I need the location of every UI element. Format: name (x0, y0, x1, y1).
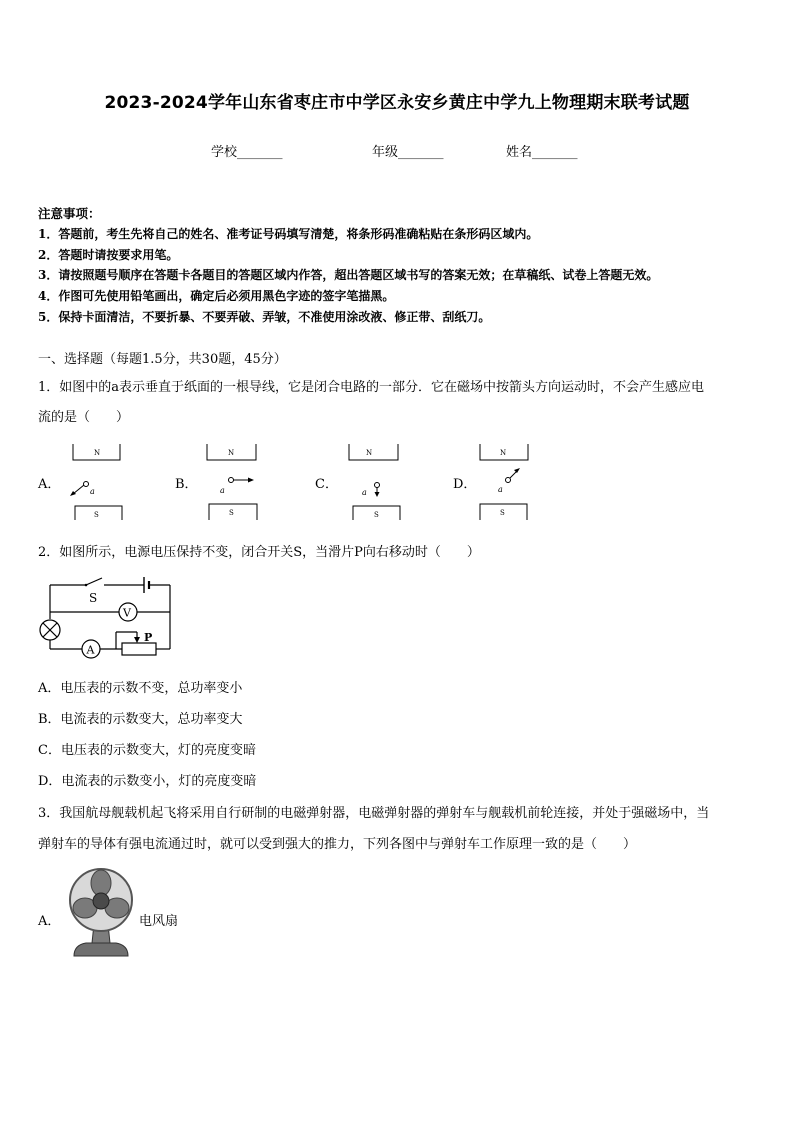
wire-a-icon (84, 482, 89, 487)
q2-option-b[interactable]: B．电流表的示数变大，总功率变大 (38, 712, 243, 727)
ammeter-label: A (86, 643, 95, 657)
switch-icon (86, 578, 102, 585)
electric-fan-icon (66, 862, 136, 962)
motion-arrow (73, 485, 84, 494)
slider-label: P (144, 631, 153, 644)
notice-item: 2．答题时请按要求用笔。 (38, 248, 179, 262)
north-pole-label: N (500, 449, 507, 457)
q1-option-d-label[interactable]: D． (453, 477, 477, 492)
rheostat-icon (122, 643, 156, 655)
q1-figure-d (475, 440, 555, 522)
grade-field[interactable]: 年级_______ (372, 145, 444, 160)
q1-option-a-label[interactable]: A． (38, 477, 61, 492)
north-pole-label: N (94, 449, 101, 457)
notice-item: 4．作图可先使用铅笔画出，确定后必须用黑色字迹的签字笔描黑。 (38, 289, 395, 303)
q3-option-a-caption: 电风扇 (139, 914, 179, 929)
wire-label: a (498, 485, 503, 494)
notice-heading: 注意事项： (38, 206, 101, 221)
wire-label: a (90, 487, 95, 496)
q1-stem-line1: 1．如图中的a表示垂直于纸面的一根导线，它是闭合电路的一部分．它在磁场中按箭头方向运动时，不会产生感应电 (38, 380, 705, 395)
page-title: 2023-2024学年山东省枣庄市中学区永安乡黄庄中学九上物理期末联考试题 (104, 93, 690, 113)
q3-stem-line1: 3．我国航母舰载机起飞将采用自行研制的电磁弹射器，电磁弹射器的弹射车与舰载机前轮连接，并处于强磁场中，当 (38, 806, 710, 821)
q2-stem: 2．如图所示，电源电压保持不变，闭合开关S，当滑片P向右移动时（ ） (38, 545, 480, 560)
motion-arrow (510, 471, 517, 478)
q1-option-c-label[interactable]: C． (315, 477, 338, 492)
wire-a-icon (229, 478, 234, 483)
south-pole-label: S (229, 509, 234, 517)
section-heading: 一、选择题（每题1.5分，共30题，45分） (38, 352, 287, 367)
q2-option-c[interactable]: C．电压表的示数变大，灯的亮度变暗 (38, 743, 256, 758)
wire-a-icon (375, 483, 380, 488)
south-pole-label: S (94, 511, 99, 519)
wire-a-icon (506, 478, 511, 483)
q3-option-a-label[interactable]: A． (38, 914, 61, 929)
q2-option-a[interactable]: A．电压表的示数不变，总功率变小 (38, 681, 243, 696)
wire-label: a (362, 488, 367, 497)
voltmeter-label: V (123, 606, 131, 620)
q2-option-d[interactable]: D．电流表的示数变小，灯的亮度变暗 (38, 774, 257, 789)
south-pole-label: S (500, 509, 505, 517)
south-pole-label: S (374, 511, 379, 519)
wire-label: a (220, 486, 225, 495)
school-field[interactable]: 学校_______ (211, 145, 283, 160)
notice-item: 1．答题前，考生先将自己的姓名、准考证号码填写清楚，将条形码准确粘贴在条形码区域内。 (38, 227, 539, 241)
q3-stem-line2: 弹射车的导体有强电流通过时，就可以受到强大的推力，下列各图中与弹射车工作原理一致的是（ ） (38, 837, 637, 852)
notice-item: 5．保持卡面清洁，不要折暴、不要弄破、弄皱，不准使用涂改液、修正带、刮纸刀。 (38, 310, 491, 324)
q1-figure-a (60, 440, 140, 522)
q1-stem-line2: 流的是（ ） (38, 410, 130, 425)
q1-figure-b (200, 440, 280, 522)
north-pole-label: N (366, 449, 373, 457)
name-field[interactable]: 姓名_______ (506, 145, 578, 160)
q1-figure-c (340, 440, 420, 522)
q1-option-b-label[interactable]: B． (175, 477, 198, 492)
notice-item: 3．请按照题号顺序在答题卡各题目的答题区域内作答，超出答题区域书写的答案无效；在草稿纸、试卷上答题无效。 (38, 268, 659, 282)
switch-label: S (89, 591, 98, 605)
q2-circuit-diagram (36, 575, 178, 663)
north-pole-label: N (228, 449, 235, 457)
